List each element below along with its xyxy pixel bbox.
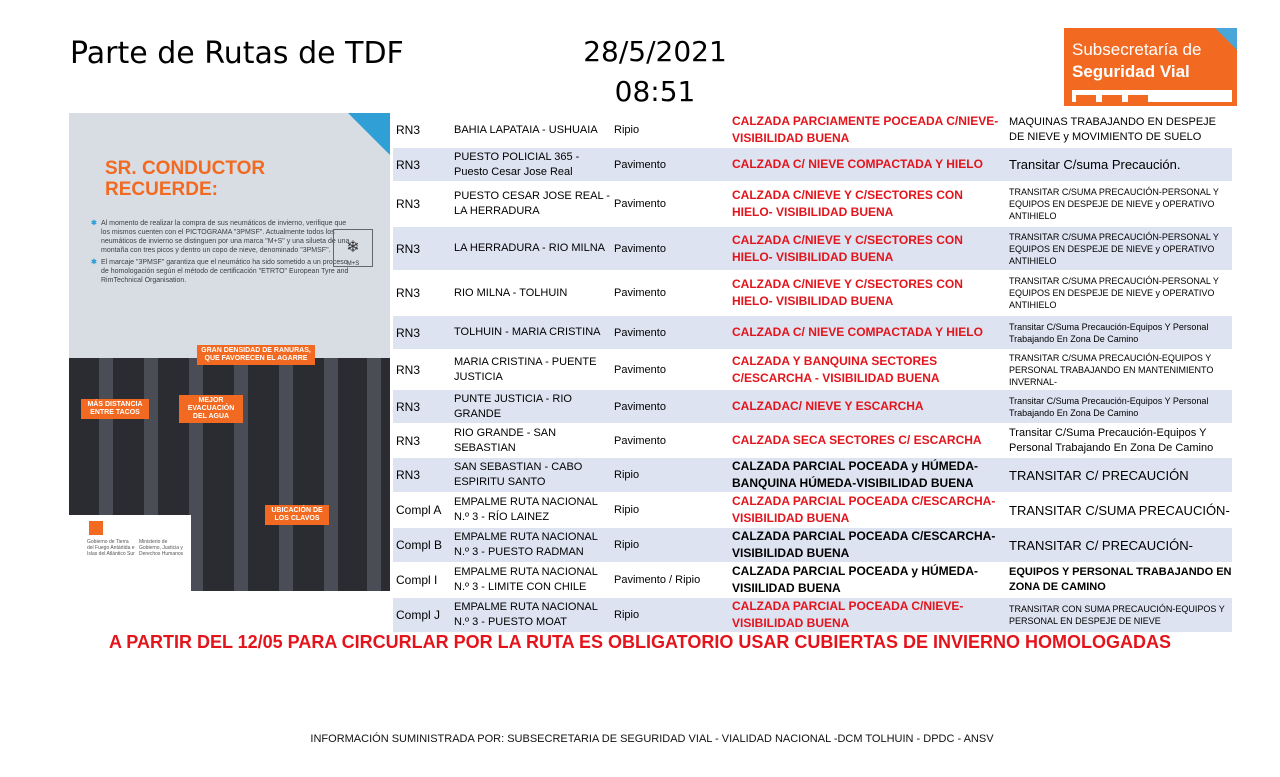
routes-table: [393, 113, 1232, 633]
table-row: [393, 458, 1232, 493]
section-cell: PUNTE JUSTICIA - RIO GRANDE: [451, 390, 611, 424]
poster-paragraph-1: ✱ Al momento de realizar la compra de sus neumáticos de invierno, verifique que los mismos cuenten con el PICTOGRAMA "3PMSF". Actualmente todos los neumáticos de invierno se distinguen por una marca "M+S" y una silueta de una montaña con tres picos y dentro un copo de nieve, denominado "3PMSF".: [91, 220, 350, 254]
table-row: [393, 271, 1232, 316]
report-time: 08:51: [614, 75, 696, 108]
route-cell: RN3: [393, 390, 451, 424]
section-cell: BAHIA LAPATAIA - USHUAIA: [454, 123, 598, 136]
surface-cell: Pavimento: [611, 227, 729, 271]
poster-corner-shape: [348, 113, 390, 155]
state-cell: CALZADA PARCIAL POCEADA y HÚMEDA- VISIILIDAD BUENA: [732, 564, 978, 595]
information-source: INFORMACIÓN SUMINISTRADA POR: SUBSECRETARIA DE SEGURIDAD VIAL - VIALIDAD NACIONAL -DCM TOLHUIN - DPDC - ANSV: [310, 733, 994, 745]
poster-footer-left: Gobierno de Tierra del Fuego Antártida e Islas del Atlántico Sur: [87, 539, 135, 557]
surface-cell: Ripio: [611, 528, 729, 563]
poster-heading-line-2: RECUERDE:: [105, 179, 218, 200]
observation-cell: TRANSITAR C/SUMA PRECAUCIÓN-PERSONAL Y EQUIPOS EN DESPEJE DE NIEVE y OPERATIVO ANTIHIELO: [1009, 187, 1219, 221]
surface-cell: Ripio: [614, 504, 640, 516]
poster-footer-right: Ministerio de Gobierno, Justicia y Derechos Humanos: [139, 539, 184, 557]
poster-footer: [69, 515, 191, 591]
observation-cell: TRANSITAR C/SUMA PRECAUCIÓN-: [1009, 502, 1230, 518]
table-row: [393, 424, 1232, 458]
route-cell: RN3: [393, 458, 451, 493]
route-cell: RN3: [396, 123, 421, 137]
tag-water-evacuation: MEJOR EVACUACIÓN DEL AGUA: [179, 395, 243, 423]
observation-cell: Transitar C/Suma Precaución-Equipos Y Personal Trabajando En Zona De Camino: [1009, 426, 1214, 454]
surface-cell: Pavimento / Ripio: [614, 574, 701, 586]
tag-tread-distance: MÁS DISTANCIA ENTRE TACOS: [81, 399, 149, 419]
route-cell: Compl J: [393, 598, 451, 633]
section-cell: MARIA CRISTINA - PUENTE JUSTICIA: [454, 355, 597, 383]
section-cell: LA HERRADURA - RIO MILNA: [451, 227, 611, 271]
tag-groove-density: GRAN DENSIDAD DE RANURAS, QUE FAVORECEN EL AGARRE: [197, 345, 315, 365]
poster-heading-line-1: SR. CONDUCTOR: [105, 158, 266, 179]
route-cell: RN3: [396, 197, 421, 211]
seguridad-vial-logo: [1064, 28, 1237, 106]
state-cell: CALZADA C/ NIEVE COMPACTADA Y HIELO: [729, 148, 1006, 182]
state-cell: CALZADA Y BANQUINA SECTORES C/ESCARCHA - VISIBILIDAD BUENA: [732, 353, 940, 385]
table-row: [393, 148, 1232, 182]
route-cell: RN3: [396, 362, 421, 377]
section-cell: EMPALME RUTA NACIONAL N.º 3 - LIMITE CON CHILE: [454, 566, 598, 593]
route-cell: RN3: [396, 286, 421, 300]
surface-cell: Ripio: [614, 124, 640, 136]
winter-tire-poster: [69, 113, 390, 591]
tire-tread: [367, 358, 381, 591]
section-cell: SAN SEBASTIAN - CABO ESPIRITU SANTO: [451, 458, 611, 493]
tire-tread: [279, 358, 293, 591]
tag-nail-location: UBICACIÓN DE LOS CLAVOS: [265, 505, 329, 525]
table-row: [393, 350, 1232, 390]
route-cell: Compl I: [396, 573, 438, 587]
logo-corner-shape: [1215, 28, 1237, 50]
state-cell: CALZADA C/NIEVE Y C/SECTORES CON HIELO- VISIBILIDAD BUENA: [729, 227, 1006, 271]
logo-line-1: Subsecretaría de: [1072, 40, 1202, 59]
page-title: Parte de Rutas de TDF: [70, 36, 404, 71]
route-cell: Compl A: [396, 503, 442, 517]
route-cell: Compl B: [393, 528, 451, 563]
surface-cell: Pavimento: [611, 148, 729, 182]
tdf-crest-icon: [89, 521, 103, 535]
observation-cell: TRANSITAR C/ PRECAUCIÓN-: [1006, 528, 1232, 563]
state-cell: CALZADA SECA SECTORES C/ ESCARCHA: [732, 433, 982, 447]
observation-cell: TRANSITAR CON SUMA PRECAUCIÓN-EQUIPOS Y PERSONAL EN DESPEJE DE NIEVE: [1006, 598, 1232, 633]
state-cell: CALZADA C/ NIEVE COMPACTADA Y HIELO: [729, 316, 1006, 350]
surface-cell: Pavimento: [611, 390, 729, 424]
3pmsf-snowflake-icon: ❄ M+S: [333, 229, 373, 267]
observation-cell: TRANSITAR C/SUMA PRECAUCIÓN-PERSONAL Y EQUIPOS EN DESPEJE DE NIEVE y OPERATIVO ANTIHIELO: [1009, 276, 1219, 310]
tire-tread: [324, 358, 338, 591]
section-cell: RIO GRANDE - SAN SEBASTIAN: [454, 426, 557, 454]
observation-cell: TRANSITAR C/SUMA PRECAUCIÓN-PERSONAL Y EQUIPOS EN DESPEJE DE NIEVE y OPERATIVO ANTIHIELO: [1006, 227, 1232, 271]
surface-cell: Ripio: [611, 598, 729, 633]
surface-cell: Pavimento: [611, 316, 729, 350]
route-cell: RN3: [393, 148, 451, 182]
snow-mark-label: M+S: [346, 261, 360, 267]
state-cell: CALZADA C/NIEVE Y C/SECTORES CON HIELO- VISIBILIDAD BUENA: [732, 188, 963, 219]
table-row: [393, 227, 1232, 271]
route-cell: RN3: [396, 433, 421, 448]
table-row: [393, 316, 1232, 350]
table-row: [393, 528, 1232, 563]
section-cell: PUESTO CESAR JOSE REAL - LA HERRADURA: [454, 190, 610, 217]
state-cell: CALZADA PARCIAL POCEADA C/NIEVE- VISIBILIDAD BUENA: [729, 598, 1006, 633]
logo-sub-brand-strip: [1072, 90, 1232, 102]
bullet-asterisk-icon: ✱: [91, 259, 97, 266]
tire-tread: [234, 358, 248, 591]
poster-text: [91, 219, 353, 288]
surface-cell: Pavimento: [614, 198, 666, 210]
table-row: [393, 598, 1232, 633]
observation-cell: Transitar C/Suma Precaución-Equipos Y Personal Trabajando En Zona De Camino: [1006, 390, 1232, 424]
poster-heading: [105, 158, 265, 200]
observation-cell: TRANSITAR C/SUMA PRECAUCIÓN-EQUIPOS Y PERSONAL TRABAJANDO EN MANTENIMIENTO INVERNAL-: [1009, 352, 1214, 387]
surface-cell: Pavimento: [614, 287, 666, 299]
tire-tread: [189, 358, 203, 591]
state-cell: CALZADA PARCIAL POCEADA y HÚMEDA- BANQUINA HÚMEDA-VISIBILIDAD BUENA: [729, 458, 1006, 493]
state-cell: CALZADAC/ NIEVE Y ESCARCHA: [729, 390, 1006, 424]
bullet-asterisk-icon: ✱: [91, 220, 97, 227]
table-row: [393, 563, 1232, 598]
surface-cell: Pavimento: [614, 434, 666, 447]
section-cell: EMPALME RUTA NACIONAL N.º 3 - PUESTO MOAT: [451, 598, 611, 633]
table-row: [393, 182, 1232, 227]
state-cell: CALZADA PARCIAL POCEADA C/ESCARCHA- VISIBILIDAD BUENA: [729, 528, 1006, 563]
table-row: [393, 493, 1232, 528]
winter-tire-notice: A PARTIR DEL 12/05 PARA CIRCURLAR POR LA RUTA ES OBLIGATORIO USAR CUBIERTAS DE INVIERNO HOMOLOGADAS: [108, 632, 1172, 652]
section-cell: RIO MILNA - TOLHUIN: [454, 286, 568, 299]
logo-line-2: Seguridad Vial: [1072, 62, 1190, 81]
state-cell: CALZADA PARCIAMENTE POCEADA C/NIEVE- VISIBILIDAD BUENA: [732, 114, 999, 145]
report-date: 28/5/2021: [583, 35, 727, 68]
observation-cell: TRANSITAR C/ PRECAUCIÓN: [1006, 458, 1232, 493]
poster-paragraph-2: ✱ El marcaje "3PMSF" garantiza que el neumático ha sido sometido a un proceso de homologación según el método de certificación "ETRTO" European Tyre and RimTechnical Organisation.: [91, 259, 349, 284]
section-cell: PUESTO POLICIAL 365 - Puesto Cesar Jose Real: [451, 148, 611, 182]
report-datetime: [560, 32, 750, 112]
surface-cell: Ripio: [611, 458, 729, 493]
observation-cell: Transitar C/suma Precaución.: [1006, 148, 1232, 182]
observation-cell: Transitar C/Suma Precaución-Equipos Y Personal Trabajando En Zona De Camino: [1006, 316, 1232, 350]
section-cell: EMPALME RUTA NACIONAL N.º 3 - RÍO LAINEZ: [454, 496, 598, 523]
state-cell: CALZADA PARCIAL POCEADA C/ESCARCHA- VISIBILIDAD BUENA: [732, 494, 996, 525]
observation-cell: EQUIPOS Y PERSONAL TRABAJANDO EN ZONA DE CAMINO: [1009, 566, 1232, 593]
section-cell: TOLHUIN - MARIA CRISTINA: [451, 316, 611, 350]
surface-cell: Pavimento: [614, 363, 666, 376]
observation-cell: MAQUINAS TRABAJANDO EN DESPEJE DE NIEVE y MOVIMIENTO DE SUELO: [1009, 116, 1217, 143]
state-cell: CALZADA C/NIEVE Y C/SECTORES CON HIELO- VISIBILIDAD BUENA: [732, 277, 963, 308]
table-row: [393, 390, 1232, 424]
route-cell: RN3: [393, 316, 451, 350]
route-cell: RN3: [393, 227, 451, 271]
section-cell: EMPALME RUTA NACIONAL N.º 3 - PUESTO RADMAN: [451, 528, 611, 563]
table-row: [393, 113, 1232, 148]
